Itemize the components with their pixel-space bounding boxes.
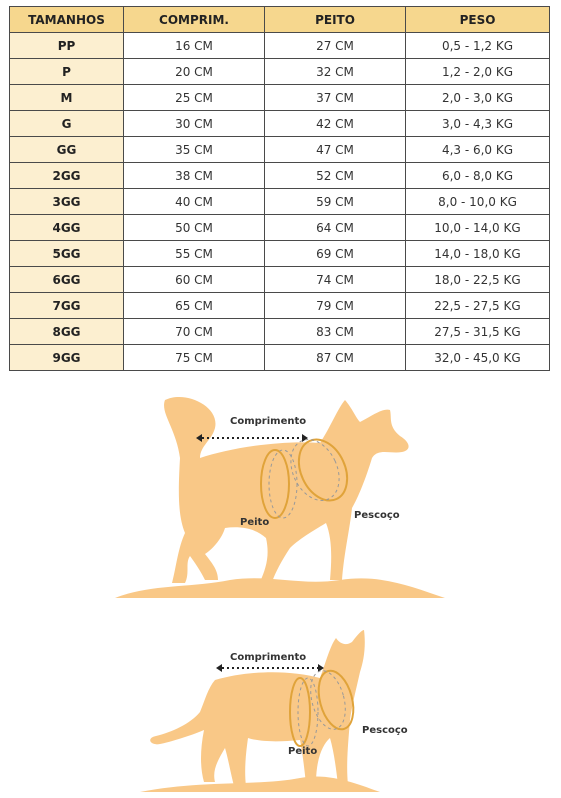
table-row [10,111,550,137]
chest-cell: 27 CM [265,33,406,59]
table-row [10,345,550,371]
length-cell: 16 CM [124,33,265,59]
weight-cell: 14,0 - 18,0 KG [406,241,550,267]
chest-cell: 83 CM [265,319,406,345]
dog-silhouette-svg [0,388,561,603]
cat-silhouette-svg [0,620,561,798]
length-cell: 38 CM [124,163,265,189]
chest-cell: 79 CM [265,293,406,319]
cat-chest-label: Peito [288,746,318,757]
size-cell: PP [10,33,124,59]
header-comprimento: COMPRIM. [124,7,265,33]
table-row [10,319,550,345]
weight-cell: 18,0 - 22,5 KG [406,267,550,293]
size-cell: 6GG [10,267,124,293]
weight-cell: 32,0 - 45,0 KG [406,345,550,371]
size-cell: M [10,85,124,111]
length-cell: 35 CM [124,137,265,163]
weight-cell: 0,5 - 1,2 KG [406,33,550,59]
cat-neck-label: Pescoço [362,725,408,736]
table-row [10,189,550,215]
chest-cell: 69 CM [265,241,406,267]
size-cell: 5GG [10,241,124,267]
dog-chest-label: Peito [240,517,270,528]
table-row [10,33,550,59]
size-cell: G [10,111,124,137]
length-cell: 40 CM [124,189,265,215]
weight-cell: 10,0 - 14,0 KG [406,215,550,241]
size-table [9,6,550,371]
size-cell: 3GG [10,189,124,215]
weight-cell: 3,0 - 4,3 KG [406,111,550,137]
weight-cell: 4,3 - 6,0 KG [406,137,550,163]
size-cell: 4GG [10,215,124,241]
dog-length-label: Comprimento [230,416,307,427]
length-cell: 50 CM [124,215,265,241]
cat-length-label: Comprimento [230,652,307,663]
chest-cell: 52 CM [265,163,406,189]
cat-length-arrow-left [216,664,222,672]
table-row [10,137,550,163]
table-row [10,267,550,293]
size-cell: 8GG [10,319,124,345]
length-cell: 20 CM [124,59,265,85]
weight-cell: 27,5 - 31,5 KG [406,319,550,345]
length-cell: 55 CM [124,241,265,267]
weight-cell: 8,0 - 10,0 KG [406,189,550,215]
size-cell: P [10,59,124,85]
weight-cell: 2,0 - 3,0 KG [406,85,550,111]
table-header-row [10,7,550,33]
table-row [10,215,550,241]
chest-cell: 47 CM [265,137,406,163]
chest-cell: 64 CM [265,215,406,241]
cat-measurement-figure [0,620,561,798]
dog-ground [115,578,445,598]
size-cell: GG [10,137,124,163]
table-row [10,163,550,189]
table-row [10,241,550,267]
header-peito: PEITO [265,7,406,33]
weight-cell: 1,2 - 2,0 KG [406,59,550,85]
table-row [10,293,550,319]
table-row [10,59,550,85]
size-cell: 9GG [10,345,124,371]
weight-cell: 6,0 - 8,0 KG [406,163,550,189]
size-cell: 7GG [10,293,124,319]
length-cell: 70 CM [124,319,265,345]
chest-cell: 37 CM [265,85,406,111]
chest-cell: 59 CM [265,189,406,215]
length-cell: 65 CM [124,293,265,319]
length-cell: 30 CM [124,111,265,137]
header-peso: PESO [406,7,550,33]
weight-cell: 22,5 - 27,5 KG [406,293,550,319]
dog-length-arrow-right [302,434,308,442]
chest-cell: 87 CM [265,345,406,371]
chest-cell: 32 CM [265,59,406,85]
header-tamanhos: TAMANHOS [10,7,124,33]
length-cell: 60 CM [124,267,265,293]
size-cell: 2GG [10,163,124,189]
length-cell: 75 CM [124,345,265,371]
dog-neck-label: Pescoço [354,510,400,521]
table-row [10,85,550,111]
chest-cell: 42 CM [265,111,406,137]
length-cell: 25 CM [124,85,265,111]
chest-cell: 74 CM [265,267,406,293]
dog-measurement-figure [0,388,561,603]
